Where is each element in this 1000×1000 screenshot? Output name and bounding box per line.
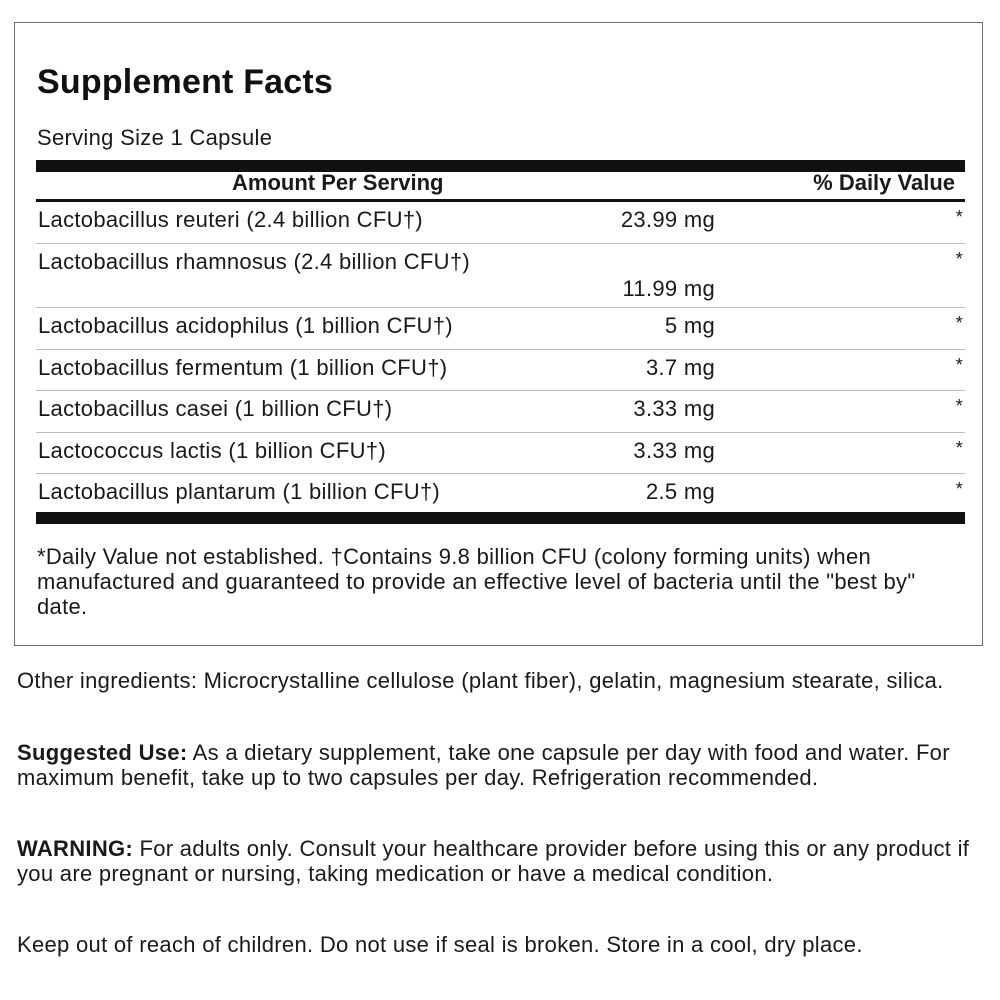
bottom-divider	[36, 512, 965, 524]
suggested-use-label: Suggested Use:	[17, 740, 188, 765]
ingredient-row	[36, 391, 965, 433]
ingredient-row	[36, 308, 965, 350]
ingredient-name: Lactobacillus casei (1 billion CFU†)	[38, 396, 393, 421]
ingredient-amount: 23.99 mg	[620, 207, 715, 232]
serving-size: Serving Size 1 Capsule	[37, 125, 273, 150]
ingredient-name: Lactobacillus reuteri (2.4 billion CFU†)	[38, 207, 423, 232]
ingredient-daily-value: *	[955, 207, 963, 227]
ingredient-daily-value: *	[955, 438, 963, 458]
ingredient-row	[36, 433, 965, 474]
ingredient-amount: 3.33 mg	[633, 438, 715, 463]
facts-title: Supplement Facts	[37, 63, 334, 101]
supplement-facts-panel	[14, 22, 983, 646]
ingredient-amount: 2.5 mg	[645, 479, 715, 504]
ingredient-name: Lactobacillus rhamnosus (2.4 billion CFU†)	[38, 249, 471, 274]
ingredient-daily-value: *	[955, 479, 963, 499]
ingredient-name: Lactococcus lactis (1 billion CFU†)	[38, 438, 386, 463]
ingredient-row	[36, 474, 965, 512]
suggested-use	[17, 740, 977, 790]
warning-text: For adults only. Consult your healthcare provider before using this or any product if you are pregnant or nursing, taking medication or have a medical condition.	[17, 836, 970, 886]
facts-footnote: *Daily Value not established. †Contains 9.8 billion CFU (colony forming units) when manufactured and guaranteed to provide an effective level of bacteria until the "best by" date.	[37, 544, 916, 619]
ingredient-row	[36, 244, 965, 308]
daily-value-header: % Daily Value	[813, 170, 955, 195]
amount-per-serving-header: Amount Per Serving	[232, 170, 444, 195]
warning	[17, 836, 977, 886]
ingredient-daily-value: *	[955, 249, 963, 269]
ingredient-row	[36, 202, 965, 244]
warning-label: WARNING:	[17, 836, 134, 861]
ingredient-daily-value: *	[955, 355, 963, 375]
storage-instructions: Keep out of reach of children. Do not use if seal is broken. Store in a cool, dry place.	[17, 932, 863, 957]
suggested-use-text: As a dietary supplement, take one capsule per day with food and water. For maximum benefit, take up to two capsules per day. Refrigeration recommended.	[17, 740, 950, 790]
ingredient-daily-value: *	[955, 313, 963, 333]
ingredient-name: Lactobacillus acidophilus (1 billion CFU†)	[38, 313, 453, 338]
other-ingredients: Other ingredients: Microcrystalline cellulose (plant fiber), gelatin, magnesium stearate, silica.	[17, 668, 944, 693]
ingredient-daily-value: *	[955, 396, 963, 416]
ingredient-name: Lactobacillus fermentum (1 billion CFU†)	[38, 355, 448, 380]
ingredient-row	[36, 350, 965, 391]
ingredient-amount: 11.99 mg	[622, 276, 715, 301]
ingredient-name: Lactobacillus plantarum (1 billion CFU†)	[38, 479, 441, 504]
ingredient-amount: 3.33 mg	[633, 396, 715, 421]
ingredient-amount: 5 mg	[664, 313, 715, 338]
ingredient-amount: 3.7 mg	[645, 355, 715, 380]
column-header-row	[36, 170, 965, 198]
